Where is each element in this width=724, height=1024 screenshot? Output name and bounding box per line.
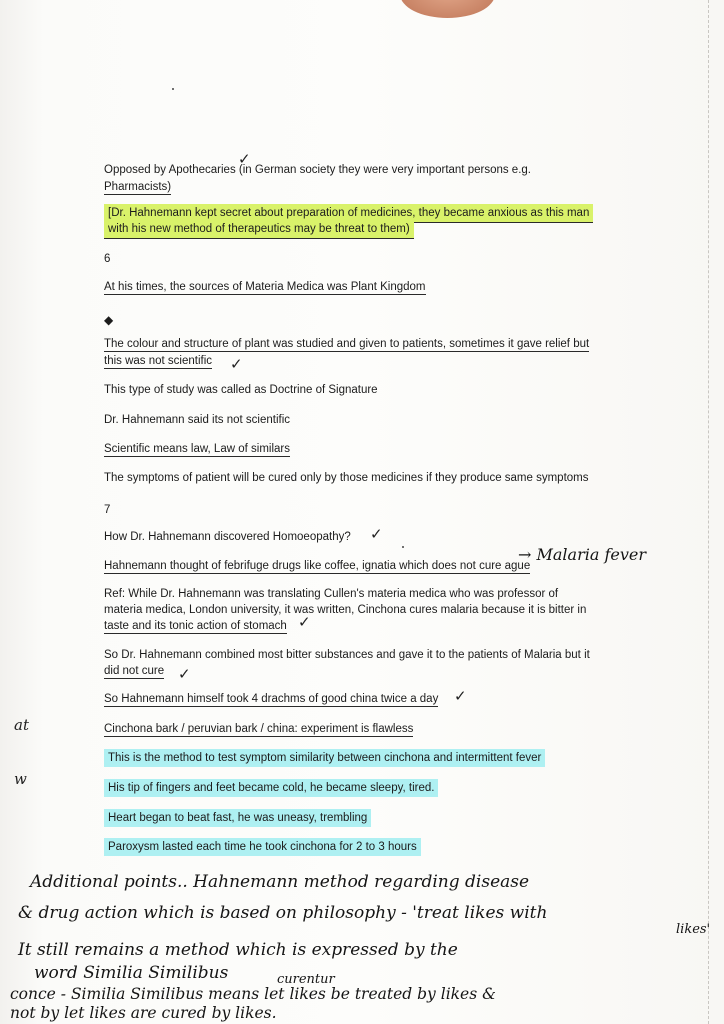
highlighted-line-heart: Heart began to beat fast, he was uneasy, trembling	[104, 811, 371, 826]
handwritten-malaria-fever: → Malaria fever	[518, 545, 647, 564]
highlighted-line-secret: [Dr. Hahnemann kept secret about preparation of medicines, they became anxious as this man	[104, 206, 593, 221]
handwritten-line-2: & drug action which is based on philosophy - 'treat likes with	[18, 903, 548, 923]
text-line-cinchona-bark: Cinchona bark / peruvian bark / china: experiment is flawless	[104, 723, 414, 735]
tick-mark: ✓	[298, 613, 311, 631]
text-line-took-china: So Hahnemann himself took 4 drachms of good china twice a day	[104, 693, 439, 705]
highlighted-line-method: This is the method to test symptom similarity between cinchona and intermittent fever	[104, 751, 545, 766]
tick-mark: ✓	[454, 687, 467, 705]
bullet-diamond: ◆	[104, 313, 114, 327]
text-line-law-of-similars: Scientific means law, Law of similars	[104, 443, 290, 455]
text-line-materia-medica: materia medica, London university, it was written, Cinchona cures malaria because it is bitter in	[104, 604, 587, 616]
tick-mark: ✓	[238, 150, 251, 168]
text-line-febrifuge: Hahnemann thought of febrifuge drugs like coffee, ignatia which does not cure ague	[104, 560, 531, 572]
text-line-combined-bitter: So Dr. Hahnemann combined most bitter substances and gave it to the patients of Malaria but it	[104, 649, 590, 661]
tick-mark: ✓	[370, 525, 383, 543]
highlighted-line-fingers: His tip of fingers and feet became cold, he became sleepy, tired.	[104, 781, 438, 796]
margin-note-w: w	[14, 770, 27, 788]
tick-mark: ✓	[230, 355, 243, 373]
handwritten-likes-insert: likes'	[676, 922, 711, 937]
highlighted-line-threat: with his new method of therapeutics may be threat to them)	[104, 222, 414, 237]
text-line-tonic-action: taste and its tonic action of stomach	[104, 620, 287, 632]
text-line-sources: At his times, the sources of Materia Medica was Plant Kingdom	[104, 281, 426, 293]
text-line-hahnemann-said: Dr. Hahnemann said its not scientific	[104, 414, 291, 426]
tick-mark: ✓	[178, 665, 191, 683]
handwritten-curentur-insert: curentur	[277, 972, 335, 987]
speck	[402, 546, 404, 548]
handwritten-line-4: word Similia Similibus	[34, 963, 229, 983]
page-fold-line	[708, 0, 709, 1024]
section-number-7: 7	[104, 504, 111, 516]
text-line-not-scientific: this was not scientific	[104, 355, 213, 367]
handwritten-line-6: not by let likes are cured by likes.	[10, 1004, 277, 1022]
text-line-symptoms: The symptoms of patient will be cured only by those medicines if they produce same symptoms	[104, 472, 589, 484]
handwritten-line-1: Additional points.. Hahnemann method regarding disease	[30, 872, 530, 892]
text-line-colour-structure: The colour and structure of plant was studied and given to patients, sometimes it gave relief but	[104, 338, 590, 350]
handwritten-line-5: conce - Similia Similibus means let likes be treated by likes &	[10, 985, 496, 1003]
text-line-ref: Ref: While Dr. Hahnemann was translating Cullen's materia medica who was professor of	[104, 588, 559, 600]
text-line-pharmacists: Pharmacists)	[104, 181, 172, 193]
highlighted-line-paroxysm: Paroxysm lasted each time he took cinchona for 2 to 3 hours	[104, 840, 421, 855]
speck	[172, 88, 174, 90]
section-number-6: 6	[104, 253, 111, 265]
handwritten-line-3: It still remains a method which is expressed by the	[18, 940, 458, 960]
text-line-did-not-cure: did not cure	[104, 665, 165, 677]
text-line-apothecaries: Opposed by Apothecaries (in German society they were very important persons e.g.	[104, 164, 531, 176]
text-line-how-discovered: How Dr. Hahnemann discovered Homoeopathy?	[104, 531, 351, 543]
margin-note-at: at	[14, 716, 29, 734]
text-line-doctrine: This type of study was called as Doctrine of Signature	[104, 384, 378, 396]
